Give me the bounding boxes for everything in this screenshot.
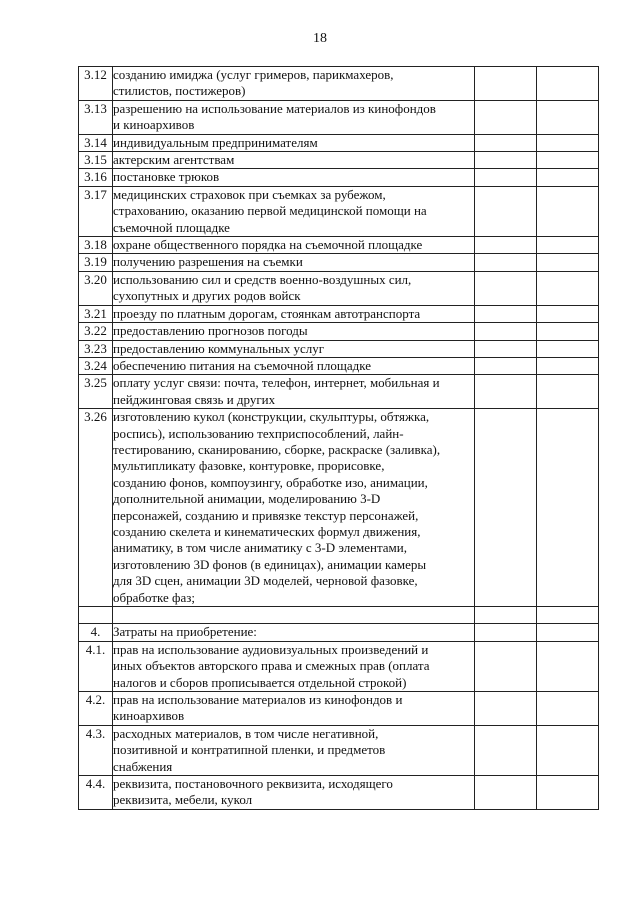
table-row bbox=[79, 237, 599, 254]
row-description-line: снабжения bbox=[113, 758, 173, 774]
amount-cell-2 bbox=[537, 323, 599, 340]
amount-cell-2 bbox=[537, 186, 599, 236]
row-description-line: оплату услуг связи: почта, телефон, интернет, мобильная и bbox=[113, 375, 440, 391]
amount-cell-2 bbox=[537, 340, 599, 357]
row-description-line: персонажей, созданию и привязке текстур персонажей, bbox=[113, 507, 419, 523]
amount-cell-1 bbox=[475, 254, 537, 271]
amount-cell-1 bbox=[475, 169, 537, 186]
table-row bbox=[79, 100, 599, 134]
table-row bbox=[79, 692, 599, 726]
row-description-line: изготовлению 3D фонов (в единицах), анимации камеры bbox=[113, 556, 427, 572]
row-description-line: реквизита, мебели, кукол bbox=[113, 792, 253, 808]
row-description bbox=[113, 169, 475, 186]
amount-cell-1 bbox=[475, 725, 537, 775]
row-number: 3.16 bbox=[79, 169, 113, 186]
row-description bbox=[113, 641, 475, 691]
row-description bbox=[113, 607, 475, 624]
row-description-line: иных объектов авторского права и смежных прав (оплата bbox=[113, 658, 430, 674]
amount-cell-1 bbox=[475, 375, 537, 409]
row-description-line: проезду по платным дорогам, стоянкам автотранспорта bbox=[113, 305, 421, 321]
row-description bbox=[113, 409, 475, 607]
row-number: 3.23 bbox=[79, 340, 113, 357]
amount-cell-1 bbox=[475, 271, 537, 305]
cost-table-body bbox=[79, 67, 599, 810]
row-number: 4.3. bbox=[79, 725, 113, 775]
row-description-line: сухопутных и других родов войск bbox=[113, 288, 301, 304]
row-description-line: позитивной и контратипной пленки, и предметов bbox=[113, 742, 386, 758]
table-row bbox=[79, 607, 599, 624]
row-number: 4.4. bbox=[79, 776, 113, 810]
page-number: 18 bbox=[313, 31, 327, 46]
row-description-line: постановке трюков bbox=[113, 169, 220, 185]
amount-cell-2 bbox=[537, 152, 599, 169]
row-description-line: прав на использование материалов из кинофондов и bbox=[113, 692, 403, 708]
row-number: 3.26 bbox=[79, 409, 113, 607]
row-description bbox=[113, 692, 475, 726]
row-number: 3.13 bbox=[79, 100, 113, 134]
amount-cell-1 bbox=[475, 134, 537, 151]
row-description-line: предоставлению прогнозов погоды bbox=[113, 323, 308, 339]
table-row bbox=[79, 725, 599, 775]
amount-cell-1 bbox=[475, 323, 537, 340]
table-row bbox=[79, 375, 599, 409]
amount-cell-2 bbox=[537, 375, 599, 409]
row-description-line: обеспечению питания на съемочной площадке bbox=[113, 357, 371, 373]
amount-cell-2 bbox=[537, 624, 599, 641]
table-row bbox=[79, 169, 599, 186]
row-number: 3.18 bbox=[79, 237, 113, 254]
table-row bbox=[79, 134, 599, 151]
row-number: 3.21 bbox=[79, 305, 113, 322]
amount-cell-1 bbox=[475, 624, 537, 641]
amount-cell-1 bbox=[475, 776, 537, 810]
row-description-line: для 3D сцен, анимации 3D моделей, черновой фазовке, bbox=[113, 573, 418, 589]
row-description-line: тестированию, сканированию, сборке, раскраске (заливка), bbox=[113, 441, 441, 457]
row-description-line: медицинских страховок при съемках за рубежом, bbox=[113, 186, 386, 202]
row-description-line: предоставлению коммунальных услуг bbox=[113, 340, 325, 356]
row-number: 3.17 bbox=[79, 186, 113, 236]
row-description-line: прав на использование аудиовизуальных произведений и bbox=[113, 641, 429, 657]
amount-cell-2 bbox=[537, 641, 599, 691]
row-description-line: расходных материалов, в том числе негативной, bbox=[113, 725, 379, 741]
row-number: 3.24 bbox=[79, 357, 113, 374]
table-row bbox=[79, 641, 599, 691]
table-row bbox=[79, 67, 599, 101]
row-description bbox=[113, 254, 475, 271]
row-description-line: стилистов, постижеров) bbox=[113, 83, 246, 99]
row-number: 3.22 bbox=[79, 323, 113, 340]
row-description-line: мультипликату фазовке, контуровке, прорисовке, bbox=[113, 458, 385, 474]
row-description-line: дополнительной анимации, моделированию 3-D bbox=[113, 491, 381, 507]
cost-table bbox=[78, 66, 599, 810]
row-description-line: созданию имиджа (услуг гримеров, парикмахеров, bbox=[113, 67, 394, 82]
amount-cell-2 bbox=[537, 134, 599, 151]
row-number: 4.2. bbox=[79, 692, 113, 726]
amount-cell-2 bbox=[537, 357, 599, 374]
amount-cell-2 bbox=[537, 237, 599, 254]
amount-cell-1 bbox=[475, 67, 537, 101]
amount-cell-2 bbox=[537, 692, 599, 726]
amount-cell-2 bbox=[537, 409, 599, 607]
row-description bbox=[113, 624, 475, 641]
row-description-line: получению разрешения на съемки bbox=[113, 254, 303, 270]
row-description-line: аниматику, в том числе аниматику с 3-D элементами, bbox=[113, 540, 407, 556]
row-description-line: охране общественного порядка на съемочной площадке bbox=[113, 237, 423, 253]
row-description-line: роспись), использованию техприспособлений, лайн- bbox=[113, 425, 404, 441]
row-number: 4. bbox=[79, 624, 113, 641]
row-number: 3.14 bbox=[79, 134, 113, 151]
row-description-line bbox=[113, 607, 474, 623]
table-row bbox=[79, 152, 599, 169]
row-description bbox=[113, 323, 475, 340]
row-number: 4.1. bbox=[79, 641, 113, 691]
row-number bbox=[79, 607, 113, 624]
row-number: 3.20 bbox=[79, 271, 113, 305]
amount-cell-2 bbox=[537, 776, 599, 810]
amount-cell-1 bbox=[475, 152, 537, 169]
row-number: 3.25 bbox=[79, 375, 113, 409]
amount-cell-2 bbox=[537, 169, 599, 186]
table-row bbox=[79, 186, 599, 236]
row-description bbox=[113, 237, 475, 254]
row-number: 3.19 bbox=[79, 254, 113, 271]
table-row bbox=[79, 323, 599, 340]
amount-cell-1 bbox=[475, 692, 537, 726]
table-row bbox=[79, 305, 599, 322]
row-description bbox=[113, 100, 475, 134]
amount-cell-1 bbox=[475, 641, 537, 691]
amount-cell-2 bbox=[537, 67, 599, 101]
amount-cell-1 bbox=[475, 186, 537, 236]
row-description-line: Затраты на приобретение: bbox=[113, 624, 257, 640]
row-description-line: использованию сил и средств военно-воздушных сил, bbox=[113, 271, 412, 287]
table-row bbox=[79, 357, 599, 374]
row-description bbox=[113, 186, 475, 236]
row-description-line: реквизита, постановочного реквизита, исходящего bbox=[113, 776, 393, 792]
row-description bbox=[113, 134, 475, 151]
row-description-line: индивидуальным предпринимателям bbox=[113, 134, 318, 150]
row-description bbox=[113, 776, 475, 810]
row-description-line: созданию скелета и кинематических формул движения, bbox=[113, 523, 421, 539]
amount-cell-1 bbox=[475, 607, 537, 624]
row-description bbox=[113, 357, 475, 374]
amount-cell-2 bbox=[537, 305, 599, 322]
row-description-line: разрешению на использование материалов из кинофондов bbox=[113, 100, 436, 116]
table-row bbox=[79, 409, 599, 607]
table-row bbox=[79, 254, 599, 271]
amount-cell-2 bbox=[537, 725, 599, 775]
amount-cell-2 bbox=[537, 607, 599, 624]
amount-cell-1 bbox=[475, 409, 537, 607]
row-description bbox=[113, 375, 475, 409]
row-description bbox=[113, 152, 475, 169]
row-description-line: актерским агентствам bbox=[113, 152, 235, 168]
row-description-line: и киноархивов bbox=[113, 117, 195, 133]
amount-cell-2 bbox=[537, 254, 599, 271]
amount-cell-2 bbox=[537, 100, 599, 134]
row-description-line: съемочной площадке bbox=[113, 219, 230, 235]
row-description-line: киноархивов bbox=[113, 708, 185, 724]
row-description bbox=[113, 725, 475, 775]
table-row bbox=[79, 624, 599, 641]
row-description bbox=[113, 271, 475, 305]
amount-cell-1 bbox=[475, 357, 537, 374]
row-description-line: пейджинговая связь и других bbox=[113, 391, 276, 407]
row-number: 3.15 bbox=[79, 152, 113, 169]
table-row bbox=[79, 271, 599, 305]
row-description bbox=[113, 305, 475, 322]
row-description bbox=[113, 67, 475, 101]
row-description bbox=[113, 340, 475, 357]
row-description-line: обработке фаз; bbox=[113, 589, 195, 605]
row-description-line: изготовлению кукол (конструкции, скульптуры, обтяжка, bbox=[113, 409, 430, 425]
amount-cell-2 bbox=[537, 271, 599, 305]
amount-cell-1 bbox=[475, 340, 537, 357]
row-number: 3.12 bbox=[79, 67, 113, 101]
amount-cell-1 bbox=[475, 305, 537, 322]
table-row bbox=[79, 340, 599, 357]
table-row bbox=[79, 776, 599, 810]
amount-cell-1 bbox=[475, 100, 537, 134]
row-description-line: созданию фонов, компоузингу, обработке изо, анимации, bbox=[113, 474, 428, 490]
row-description-line: страхованию, оказанию первой медицинской помощи на bbox=[113, 203, 427, 219]
row-description-line: налогов и сборов прописывается отдельной строкой) bbox=[113, 674, 407, 690]
amount-cell-1 bbox=[475, 237, 537, 254]
